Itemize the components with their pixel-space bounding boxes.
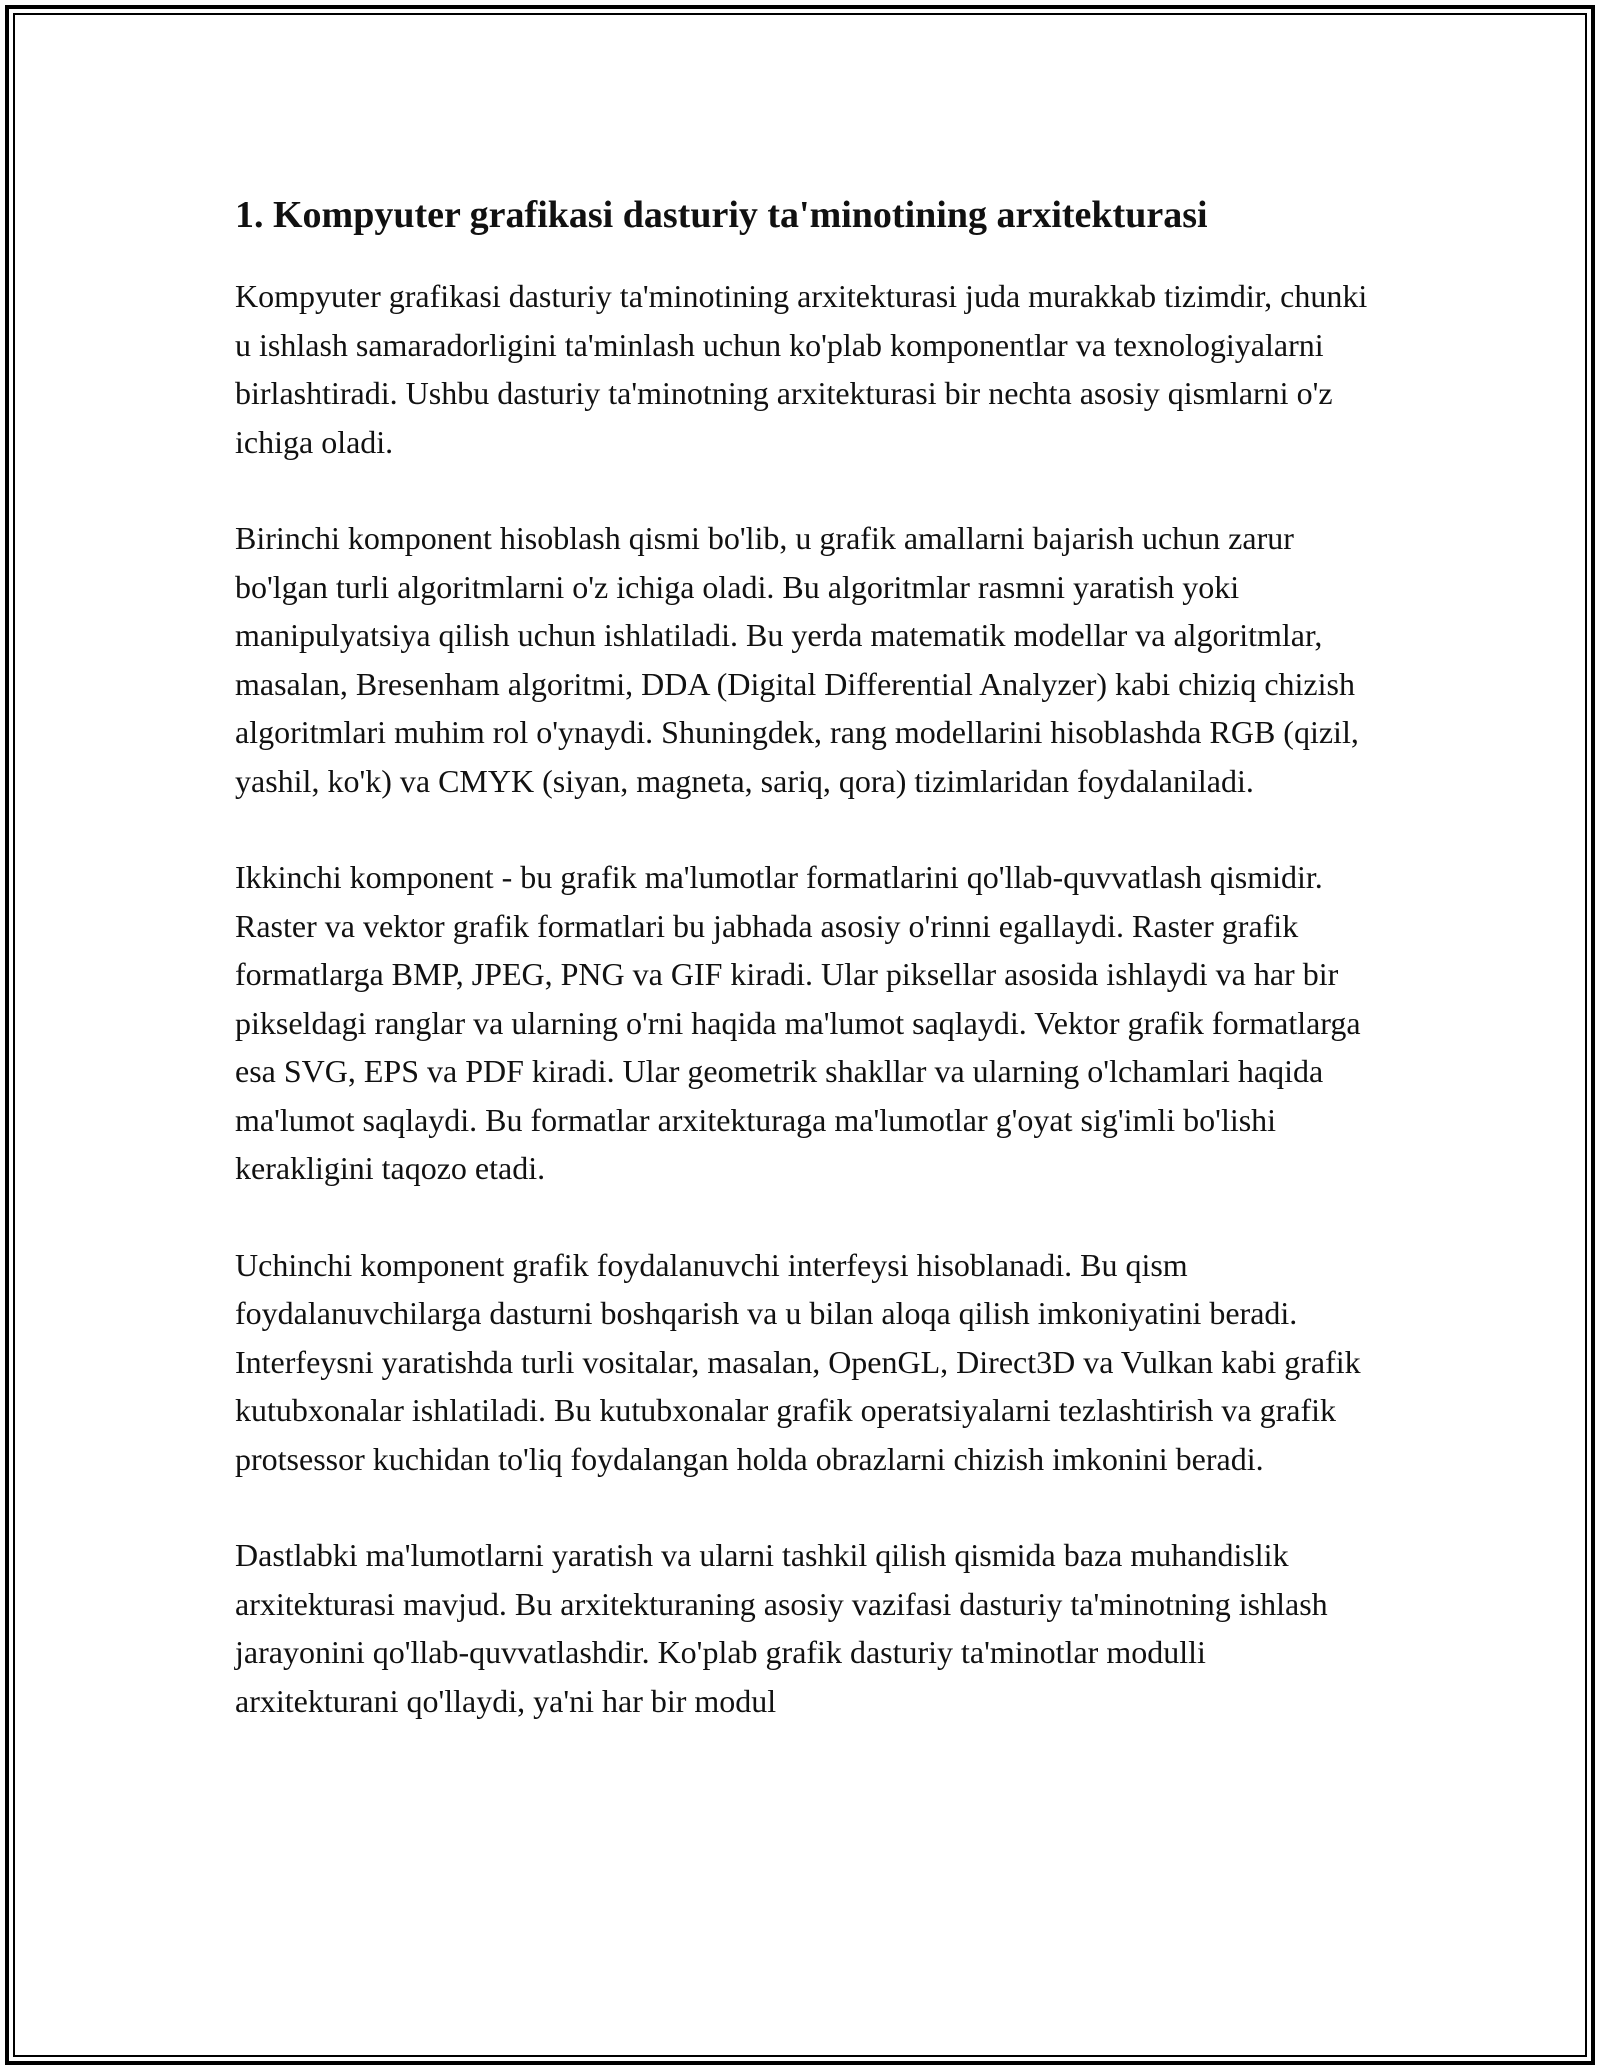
- paragraph-architecture: Dastlabki ma'lumotlarni yaratish va ularni tashkil qilish qismida baza muhandislik arxitekturasi mavjud. Bu arxitekturaning asosiy vazifasi dasturiy ta'minotning ishlash jarayonini qo'llab-quvvatlashdir. Ko'plab grafik dasturiy ta'minotlar modulli arxitekturani qo'llaydi, ya'ni har bir modul: [235, 1537, 1328, 1719]
- paragraph-intro: Kompyuter grafikasi dasturiy ta'minotining arxitekturasi juda murakkab tizimdir, chunki u ishlash samaradorligini ta'minlash uchun ko'plab komponentlar va texnologiyalarni birlashtiradi. Ushbu dasturiy ta'minotning arxitekturasi bir nechta asosiy qismlarni o'z ichiga oladi.: [235, 278, 1368, 460]
- section-title: 1. Kompyuter grafikasi dasturiy ta'minotining arxitekturasi: [235, 194, 1208, 236]
- document-body: [235, 186, 1375, 1773]
- paragraph-interface-component: Uchinchi komponent grafik foydalanuvchi interfeysi hisoblanadi. Bu qism foydalanuvchilarga dasturni boshqarish va u bilan aloqa qilish imkoniyatini beradi. Interfeysni yaratishda turli vositalar, masalan, OpenGL, Direct3D va Vulkan kabi grafik kutubxonalar ishlatiladi. Bu kutubxonalar grafik operatsiyalarni tezlashtirish va grafik protsessor kuchidan to'liq foydalangan holda obrazlarni chizish imkonini beradi.: [235, 1246, 1361, 1477]
- paragraph-computation-component: Birinchi komponent hisoblash qismi bo'lib, u grafik amallarni bajarish uchun zarur bo'lgan turli algoritmlarni o'z ichiga oladi. Bu algoritmlar rasmni yaratish yoki manipulyatsiya qilish uchun ishlatiladi. Bu yerda matematik modellar va algoritmlar, masalan, Bresenham algoritmi, DDA (Digital Differential Analyzer) kabi chiziq chizish algoritmlari muhim rol o'ynaydi. Shuningdek, rang modellarini hisoblashda RGB (qizil, yashil, ko'k) va CMYK (siyan, magneta, sariq, qora) tizimlaridan foydalaniladi.: [235, 520, 1359, 799]
- paragraph-formats-component: Ikkinchi komponent - bu grafik ma'lumotlar formatlarini qo'llab-quvvatlash qismidir. Raster va vektor grafik formatlari bu jabhada asosiy o'rinni egallaydi. Raster grafik formatlarga BMP, JPEG, PNG va GIF kiradi. Ular piksellar asosida ishlaydi va har bir pikseldagi ranglar va ularning o'rni haqida ma'lumot saqlaydi. Vektor grafik formatlarga esa SVG, EPS va PDF kiradi. Ular geometrik shakllar va ularning o'lchamlari haqida ma'lumot saqlaydi. Bu formatlar arxitekturaga ma'lumotlar g'oyat sig'imli bo'lishi kerakligini taqozo etadi.: [235, 859, 1361, 1186]
